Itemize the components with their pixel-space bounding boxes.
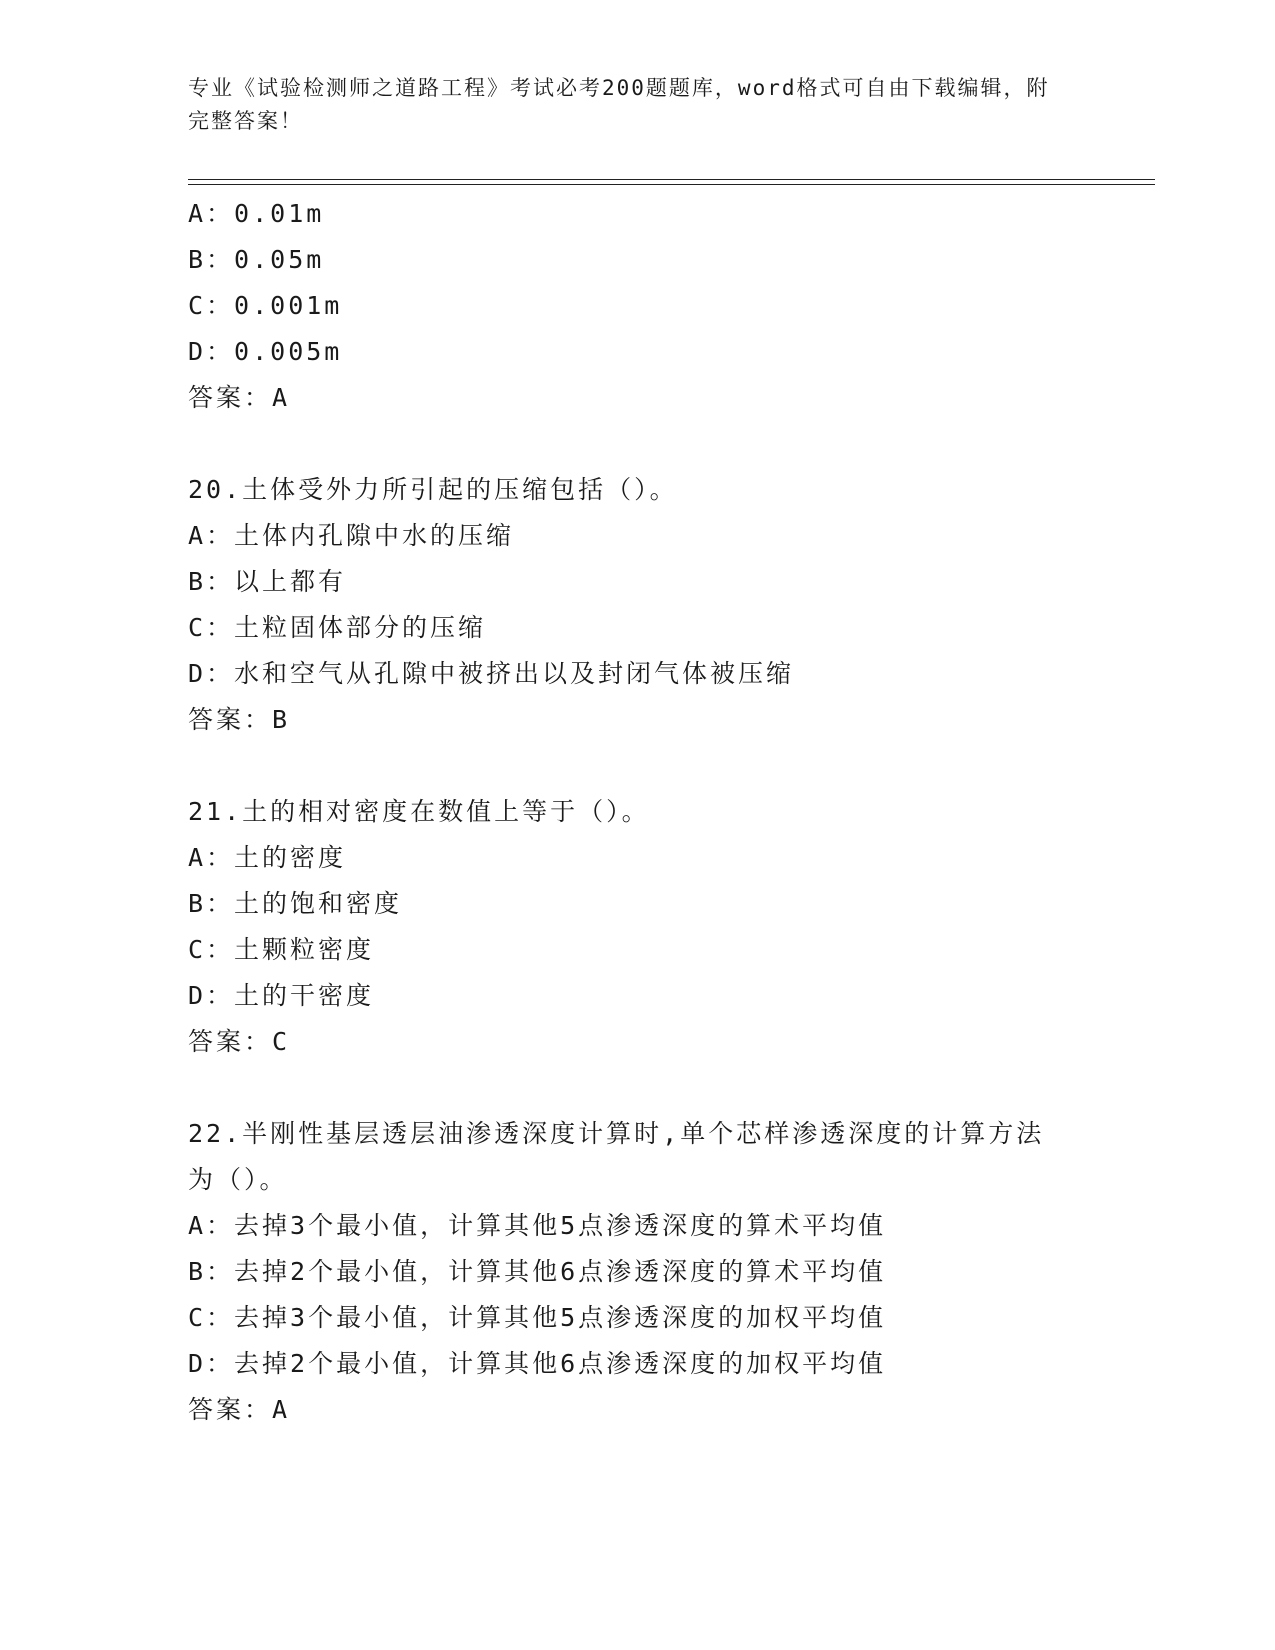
- question-21: [188, 789, 1088, 1065]
- option-a: A：0.01m: [188, 199, 325, 228]
- answer-line: [188, 697, 1088, 743]
- option-a: A：土体内孔隙中水的压缩: [188, 521, 515, 550]
- answer-line: [188, 1019, 1088, 1065]
- answer-label: 答案：: [188, 383, 273, 412]
- question-stem: 20.土体受外力所引起的压缩包括（）。: [188, 475, 678, 504]
- option-b: B：去掉2个最小值，计算其他6点渗透深度的算术平均值: [188, 1257, 887, 1286]
- option-a: A：去掉3个最小值，计算其他5点渗透深度的算术平均值: [188, 1211, 887, 1240]
- header-divider-top: [188, 179, 1155, 180]
- option-c: C：0.001m: [188, 291, 343, 320]
- question-list: [188, 191, 1088, 1433]
- option-d: D：水和空气从孔隙中被挤出以及封闭气体被压缩: [188, 659, 795, 688]
- answer-label: 答案：: [188, 1395, 273, 1424]
- option-a: A：土的密度: [188, 843, 347, 872]
- option-c: C：土颗粒密度: [188, 935, 375, 964]
- question-stem: 22.半刚性基层透层油渗透深度计算时,单个芯样渗透深度的计算方法为（）。: [188, 1119, 1045, 1194]
- option-c: C：土粒固体部分的压缩: [188, 613, 487, 642]
- question-20: [188, 467, 1088, 743]
- question-19-tail: [188, 191, 1088, 421]
- answer-value: B: [272, 705, 291, 734]
- header-divider-bottom: [188, 184, 1155, 185]
- answer-value: A: [272, 383, 291, 412]
- page-header-title: 专业《试验检测师之道路工程》考试必考200题题库，word格式可自由下载编辑，附完整答案！: [188, 76, 1050, 133]
- option-b: B：土的饱和密度: [188, 889, 403, 918]
- question-stem: 21.土的相对密度在数值上等于（）。: [188, 797, 650, 826]
- option-b: B：0.05m: [188, 245, 325, 274]
- answer-line: [188, 1387, 1088, 1433]
- option-d: D：去掉2个最小值，计算其他6点渗透深度的加权平均值: [188, 1349, 887, 1378]
- answer-line: [188, 375, 1088, 421]
- option-b: B：以上都有: [188, 567, 347, 596]
- option-c: C：去掉3个最小值，计算其他5点渗透深度的加权平均值: [188, 1303, 887, 1332]
- answer-label: 答案：: [188, 705, 273, 734]
- answer-value: A: [272, 1395, 291, 1424]
- option-d: D：土的干密度: [188, 981, 375, 1010]
- answer-label: 答案：: [188, 1027, 273, 1056]
- question-22: [188, 1111, 1088, 1433]
- answer-value: C: [272, 1027, 291, 1056]
- option-d: D：0.005m: [188, 337, 343, 366]
